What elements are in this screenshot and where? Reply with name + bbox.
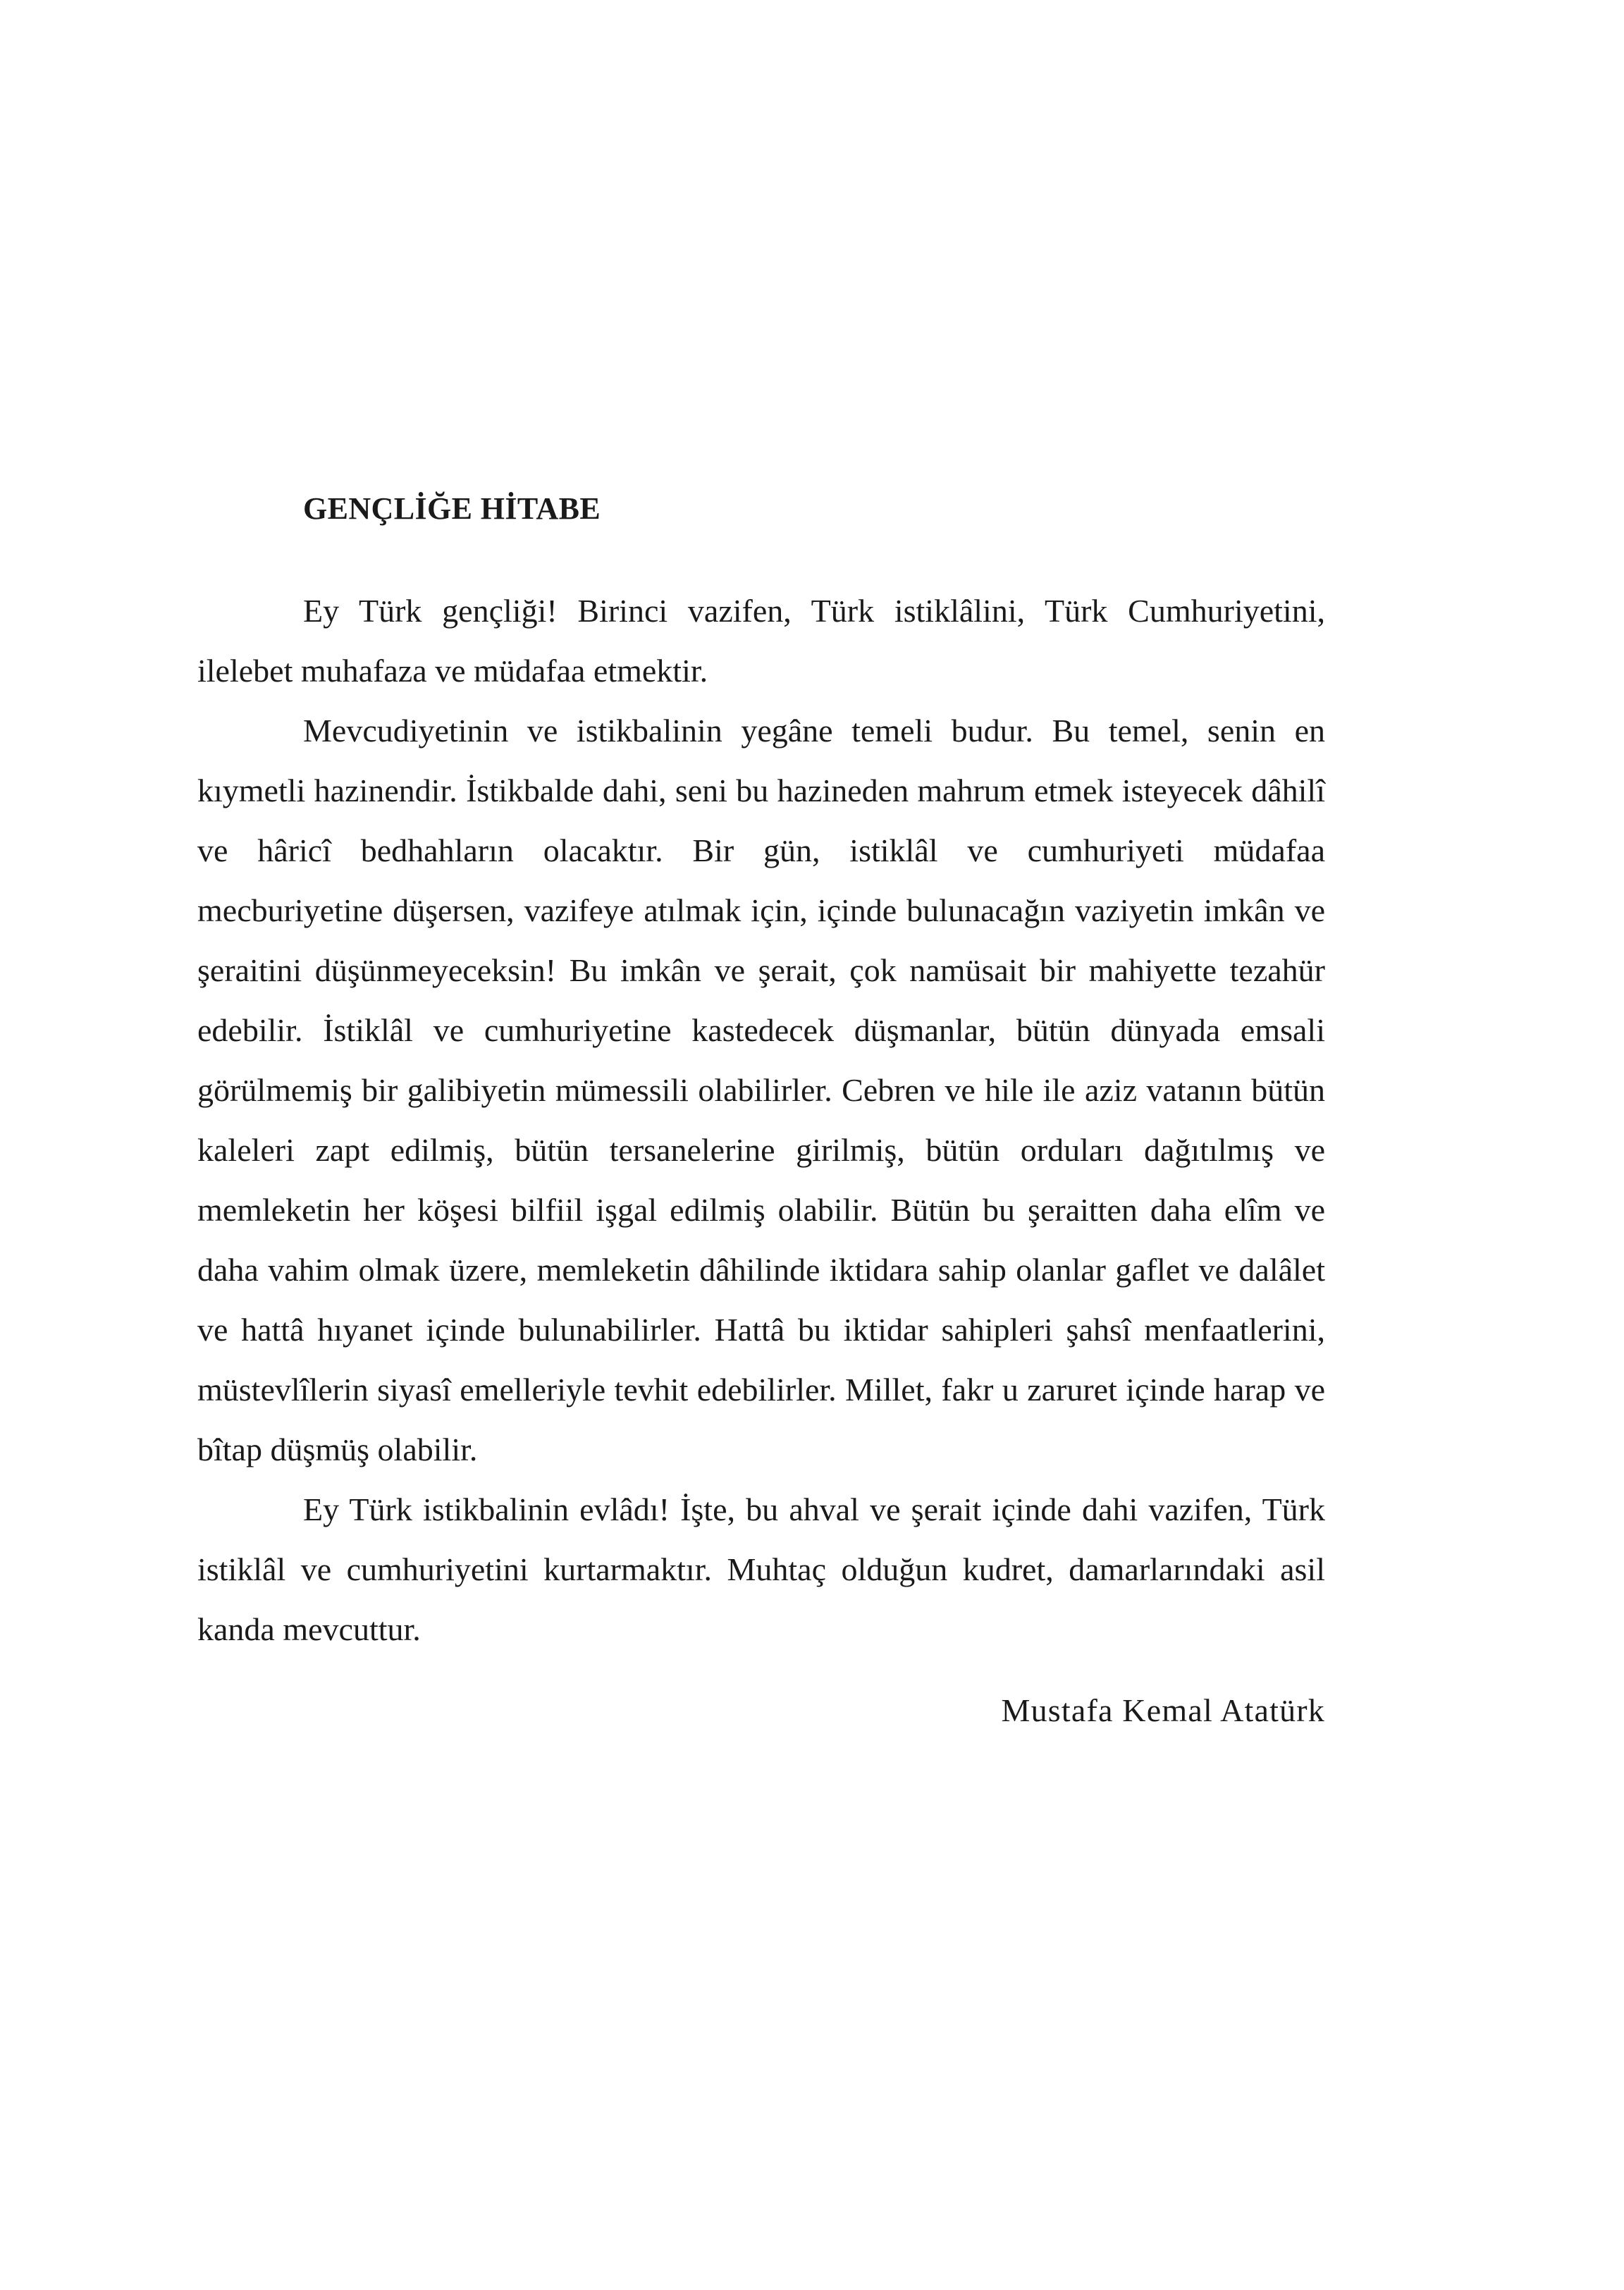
document-body — [197, 581, 1325, 1659]
paragraph-1: Ey Türk gençliği! Birinci vazifen, Türk istiklâlini, Türk Cumhuriyetini, ilelebet muhafaza ve müdafaa etmektir. — [197, 593, 1325, 689]
paragraph-3: Ey Türk istikbalinin evlâdı! İşte, bu ahval ve şerait içinde dahi vazifen, Türk istiklâl ve cumhuriyetini kurtarmaktır. Muhtaç olduğun kudret, damarlarındaki asil kanda mevcuttur. — [197, 1491, 1325, 1647]
document-content — [197, 493, 1325, 1740]
signature-line: Mustafa Kemal Atatürk — [1001, 1692, 1325, 1728]
paragraph-2: Mevcudiyetinin ve istikbalinin yegâne temeli budur. Bu temel, senin en kıymetli hazinendir. İstikbalde dahi, seni bu hazineden mahrum etmek isteyecek dâhilî ve hâricî bedhahların olacaktır. Bir gün, istiklâl ve cumhuriyeti müdafaa mecburiyetine düşersen, vazifeye atılmak için, içinde bulunacağın vaziyetin imkân ve şeraitini düşünmeyeceksin! Bu imkân ve şerait, çok namüsait bir mahiyette tezahür edebilir. İstiklâl ve cumhuriyetine kastedecek düşmanlar, bütün dünyada emsali görülmemiş bir galibiyetin mümessili olabilirler. Cebren ve hile ile aziz vatanın bütün kaleleri zapt edilmiş, bütün tersanelerine girilmiş, bütün orduları dağıtılmış ve memleketin her köşesi bilfiil işgal edilmiş olabilir. Bütün bu şeraitten daha elîm ve daha vahim olmak üzere, memleketin dâhilinde iktidara sahip olanlar gaflet ve dalâlet ve hattâ hıyanet içinde bulunabilirler. Hattâ bu iktidar sahipleri şahsî menfaatlerini, müstevlîlerin siyasî emelleriyle tevhit edebilirler. Millet, fakr u zaruret içinde harap ve bîtap düşmüş olabilir. — [197, 713, 1325, 1467]
page-title: GENÇLİĞE HİTABE — [303, 491, 601, 526]
